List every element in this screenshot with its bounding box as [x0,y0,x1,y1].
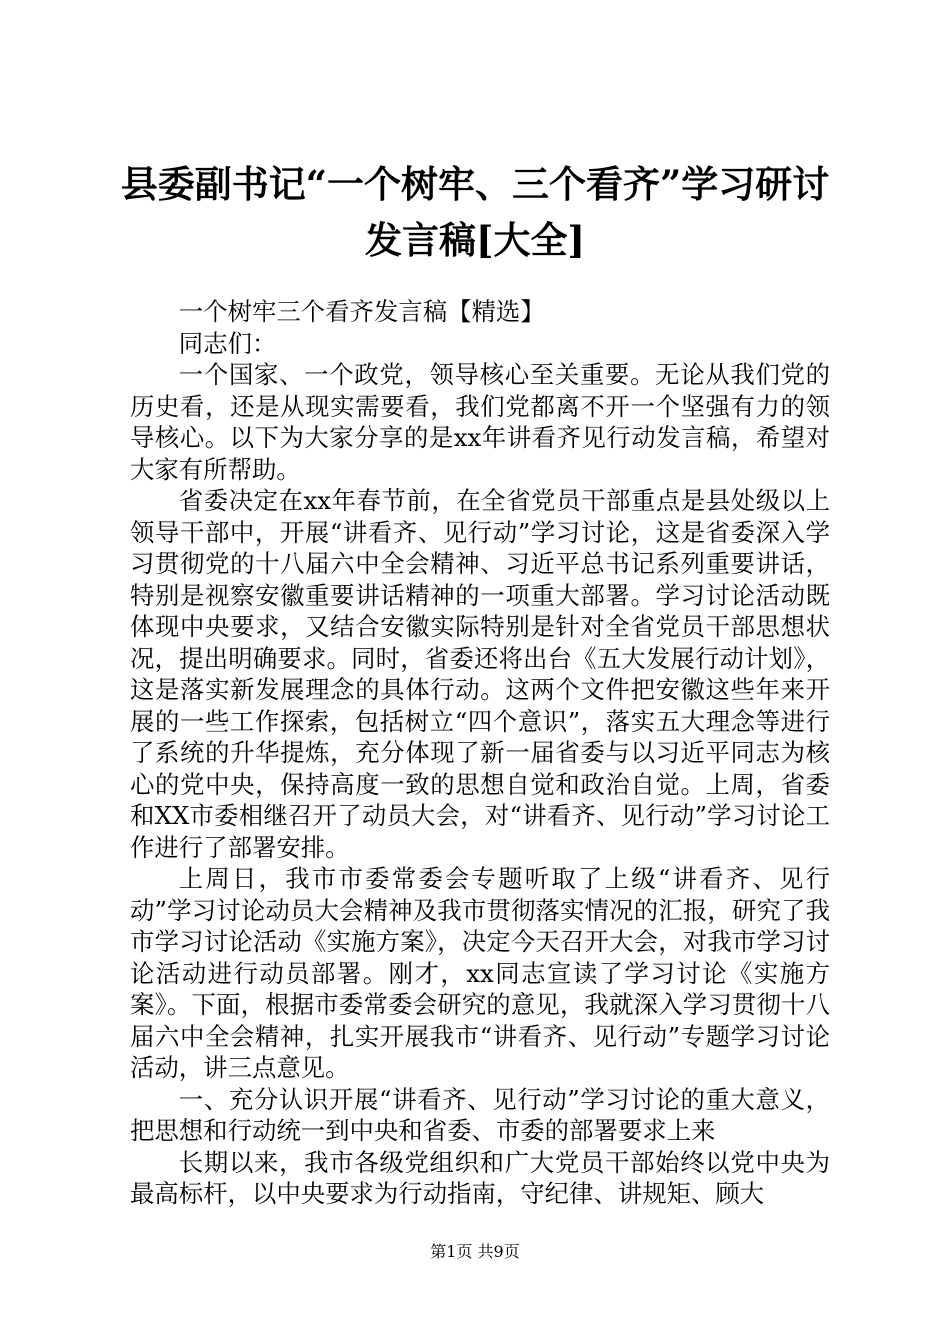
salutation-paragraph: 同志们： [178,328,277,358]
body-paragraph: 省委决定在xx年春节前，在全省党员干部重点是县处级以上领导干部中，开展“讲看齐、见行动”学习讨论，这是省委深入学习贯彻党的十八届六中全会精神、习近平总书记系列重要讲话，特别是视察安徽重要讲话精神的一项重大部署。学习讨论活动既体现中央要求，又结合安徽实际特别是针对全省党员干部思想状况，提出明确要求。同时，省委还将出台《五大发展行动计划》，这是落实新发展理念的具体行动。这两个文件把安徽这些年来开展的一些工作探索，包括树立“四个意识”，落实五大理念等进行了系统的升华提炼，充分体现了新一届省委与以习近平同志为核心的党中央，保持高度一致的思想自觉和政治自觉。上周，省委和XX市委相继召开了动员大会，对“讲看齐、见行动”学习讨论工作进行了部署安排。 [130,486,830,862]
section-heading-paragraph: 一、充分认识开展“讲看齐、见行动”学习讨论的重大意义，把思想和行动统一到中央和省委、市委的部署要求上来 [130,1084,830,1145]
page-footer: 第1页 共9页 [430,1242,520,1261]
body-paragraph: 一个国家、一个政党，领导核心至关重要。无论从我们党的历史看，还是从现实需要看，我们党都离不开一个坚强有力的领导核心。以下为大家分享的是xx年讲看齐见行动发言稿，希望对大家有所帮助。 [130,360,830,484]
document-title-line-2: 发言稿[大全] [364,218,585,262]
body-paragraph: 上周日，我市市委常委会专题听取了上级“讲看齐、见行动”学习讨论动员大会精神及我市贯彻落实情况的汇报，研究了我市学习讨论活动《实施方案》，决定今天召开大会，对我市学习讨论活动进行动员部署。刚才，xx同志宣读了学习讨论《实施方案》。下面，根据市委常委会研究的意见，我就深入学习贯彻十八届六中全会精神，扎实开展我市“讲看齐、见行动”专题学习讨论活动，讲三点意见。 [130,864,830,1082]
document-body [130,296,830,1210]
subtitle-paragraph: 一个树牢三个看齐发言稿【精选】 [178,297,545,326]
body-paragraph: 长期以来，我市各级党组织和广大党员干部始终以党中央为最高标杆，以中央要求为行动指南，守纪律、讲规矩、顾大 [130,1147,830,1208]
document-title-line-1: 县委副书记“一个树牢、三个看齐”学习研讨 [120,162,830,206]
